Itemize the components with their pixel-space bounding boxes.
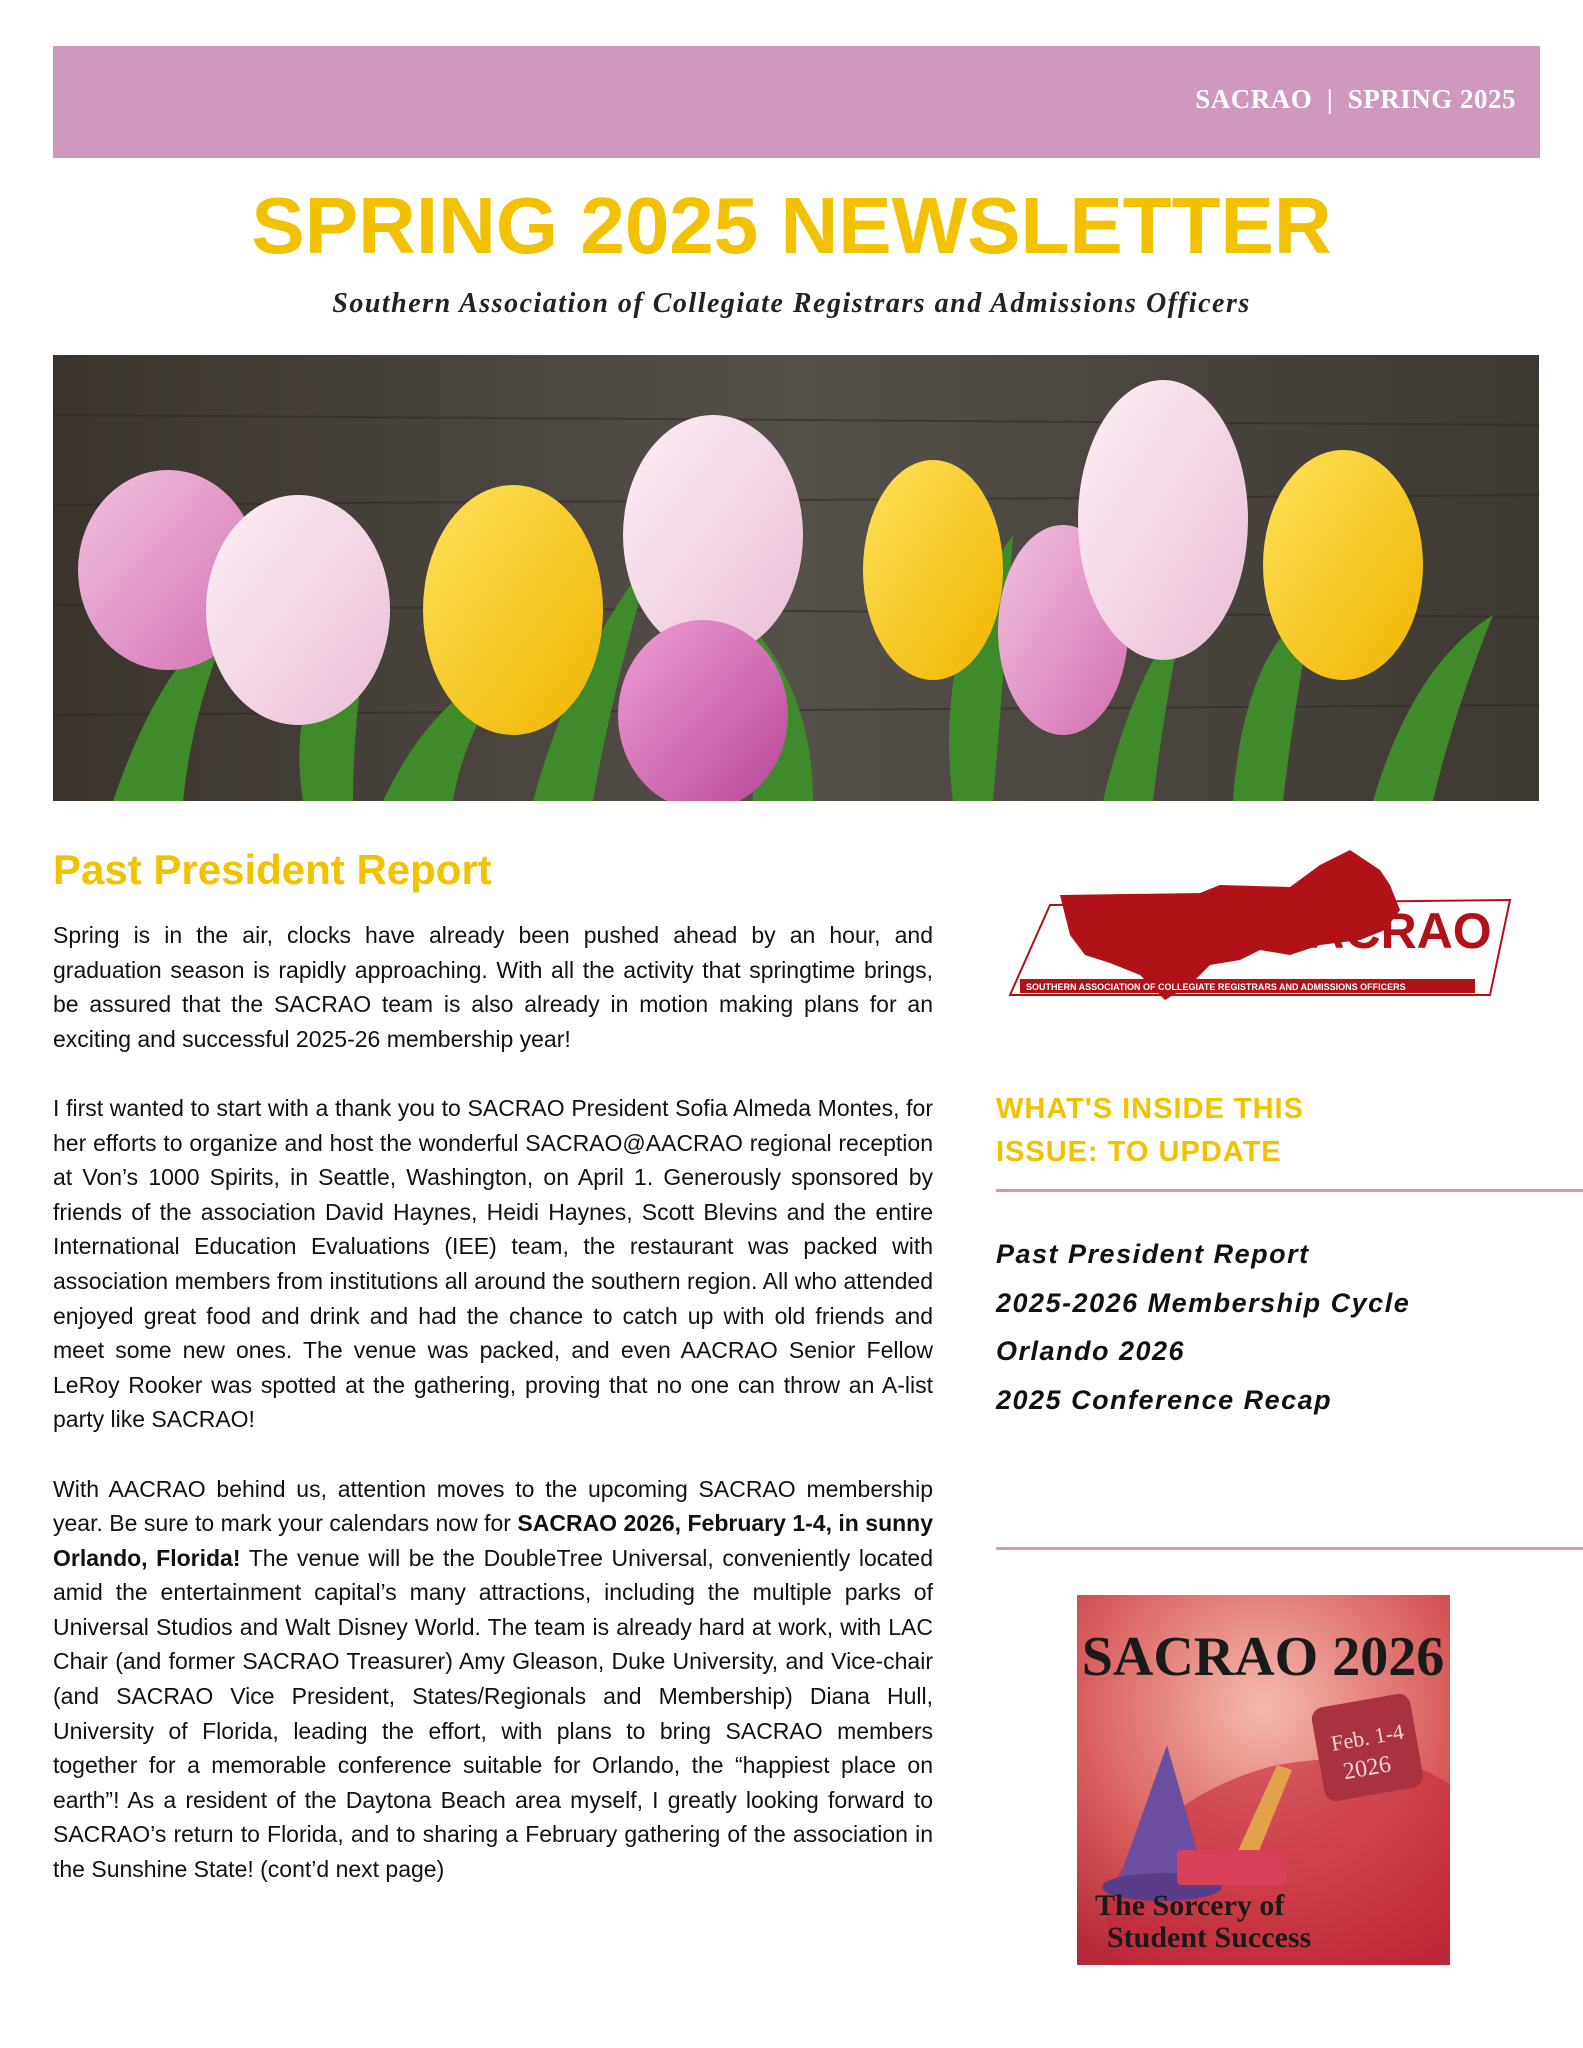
divider [996,1189,1583,1192]
report-paragraph: I first wanted to start with a thank you to SACRAO President Sofia Almeda Montes, for her efforts to organize and host the wonderful SACRAO@AACRAO regional reception at Von’s 1000 Spirits, in Seattle, Washington, on April 1. Generously sponsored by friends of the association David Haynes, Heidi Haynes, Scott Blevins and the entire International Education Evaluations (IEE) team, the restaurant was packed with association members from institutions all around the southern region. All who attended enjoyed great food and drink and had the chance to catch up with old friends and meet some new ones. The venue was packed, and even AACRAO Senior Fellow LeRoy Rooker was spotted at the gathering, proving that no one can throw an A-list party like SACRAO! [53,1094,933,1433]
whats-inside-list [996,1230,1410,1424]
poster-dates-line2: 2026 [1341,1751,1393,1786]
newsletter-title: SPRING 2025 NEWSLETTER [251,181,1332,270]
toc-item: 2025 Conference Recap [996,1384,1333,1415]
poster-dates-line1: Feb. 1-4 [1329,1718,1406,1757]
toc-item: 2025-2026 Membership Cycle [996,1287,1411,1318]
poster-tagline-line2: Student Success [1107,1921,1312,1954]
sacrao-2026-poster [1077,1595,1450,1965]
logo-tagline: SOUTHERN ASSOCIATION OF COLLEGIATE REGISTRARS AND ADMISSIONS OFFICERS [1026,982,1406,992]
divider [996,1547,1583,1550]
poster-title: SACRAO 2026 [1081,1626,1445,1688]
past-president-report-body [53,918,933,1921]
logo-wordmark: SACRAO [1275,903,1492,959]
report-paragraph: With AACRAO behind us, attention moves to the upcoming SACRAO membership year. Be sure to mark your calendars now for SACRAO 2026, February 1-4, in sunny Orlando, Florida! The venue will be the DoubleTree Universal, conveniently located amid the entertainment capital’s many attractions, including the multiple parks of Universal Studios and Walt Disney World. The team is already hard at work, with LAC Chair (and former SACRAO Treasurer) Amy Gleason, Duke University, and Vice-chair (and SACRAO Vice President, States/Regionals and Membership) Diana Hull, University of Florida, leading the effort, with plans to bring SACRAO members together for a memorable conference suitable for Orlando, the “happiest place on earth”! As a resident of the Daytona Beach area myself, I greatly looking forward to SACRAO’s return to Florida, and to sharing a February gathering of the association in the Sunshine State! (cont’d next page) [53,1475,934,1883]
hero-tulips-image [53,355,1539,801]
conference-dates-highlight: SACRAO 2026, February 1-4, in sunny Orlando, Florida! [53,1510,934,1571]
past-president-report-heading: Past President Report [53,846,492,893]
toc-item: Past President Report [996,1239,1310,1269]
whats-inside-heading: WHAT'S INSIDE THIS ISSUE: TO UPDATE [996,1093,1304,1168]
header-issue-label: SACRAO | SPRING 2025 [1195,84,1516,114]
header-banner [53,46,1540,158]
toc-item: Orlando 2026 [996,1336,1186,1366]
poster-tagline-line1: The Sorcery of [1095,1889,1285,1922]
report-paragraph: Spring is in the air, clocks have already been pushed ahead by an hour, and graduation season is rapidly approaching. With all the activity that springtime brings, be assured that the SACRAO team is also already in motion making plans for an exciting and successful 2025-26 membership year! [53,922,933,1052]
newsletter-subtitle: Southern Association of Collegiate Registrars and Admissions Officers [332,288,1251,319]
sacrao-logo [990,845,1535,1015]
